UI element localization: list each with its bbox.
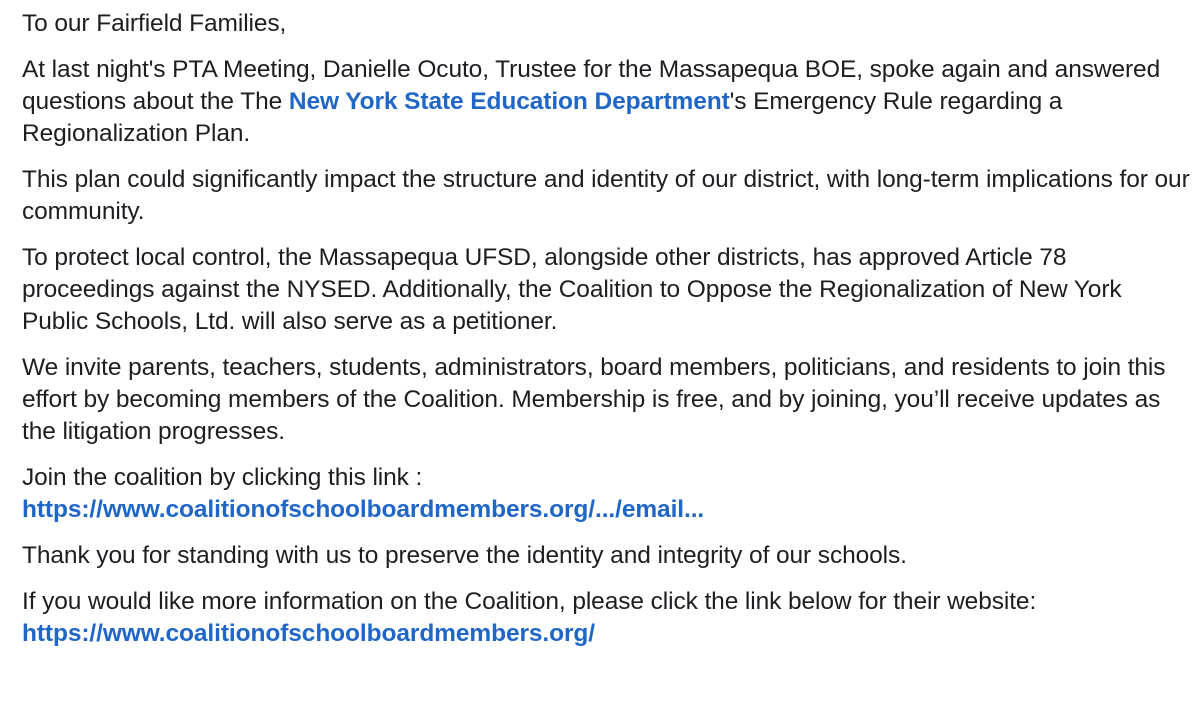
paragraph-impact: This plan could significantly impact the structure and identity of our district, with long-term implications for our community. — [22, 166, 1190, 225]
post-body — [22, 8, 1192, 664]
paragraph-more-info — [22, 586, 1192, 650]
paragraph-local-control: To protect local control, the Massapequa UFSD, alongside other districts, has approved Article 78 proceedings against the NYSED. Additionally, the Coalition to Oppose the Regionalization of New York Public Schools, Ltd. will also serve as a petitioner. — [22, 244, 1122, 335]
greeting-text: To our Fairfield Families, — [22, 10, 287, 37]
paragraph-join — [22, 462, 1192, 526]
paragraph-pta-meeting — [22, 54, 1192, 150]
pta-meeting-text-before: At last night's PTA Meeting, Danielle Ocuto, Trustee for the Massapequa BOE, spoke again and answered questions about the The — [22, 56, 1161, 115]
join-text: Join the coalition by clicking this link : — [22, 464, 423, 491]
nysed-link[interactable]: New York State Education Department — [288, 88, 730, 115]
more-info-text: If you would like more information on the Coalition, please click the link below for their website: — [22, 588, 1037, 615]
pta-meeting-text-after: 's Emergency Rule regarding a Regionalization Plan. — [22, 88, 1063, 147]
paragraph-invitation: We invite parents, teachers, students, administrators, board members, politicians, and residents to join this effort by becoming members of the Coalition. Membership is free, and by joining, you’ll receive updates as the litigation progresses. — [22, 354, 1166, 445]
join-coalition-link[interactable]: https://www.coalitionofschoolboardmembers.org/.../email... — [22, 496, 705, 523]
coalition-website-link[interactable]: https://www.coalitionofschoolboardmembers.org/ — [22, 620, 596, 647]
paragraph-thanks: Thank you for standing with us to preserve the identity and integrity of our schools. — [22, 542, 907, 569]
